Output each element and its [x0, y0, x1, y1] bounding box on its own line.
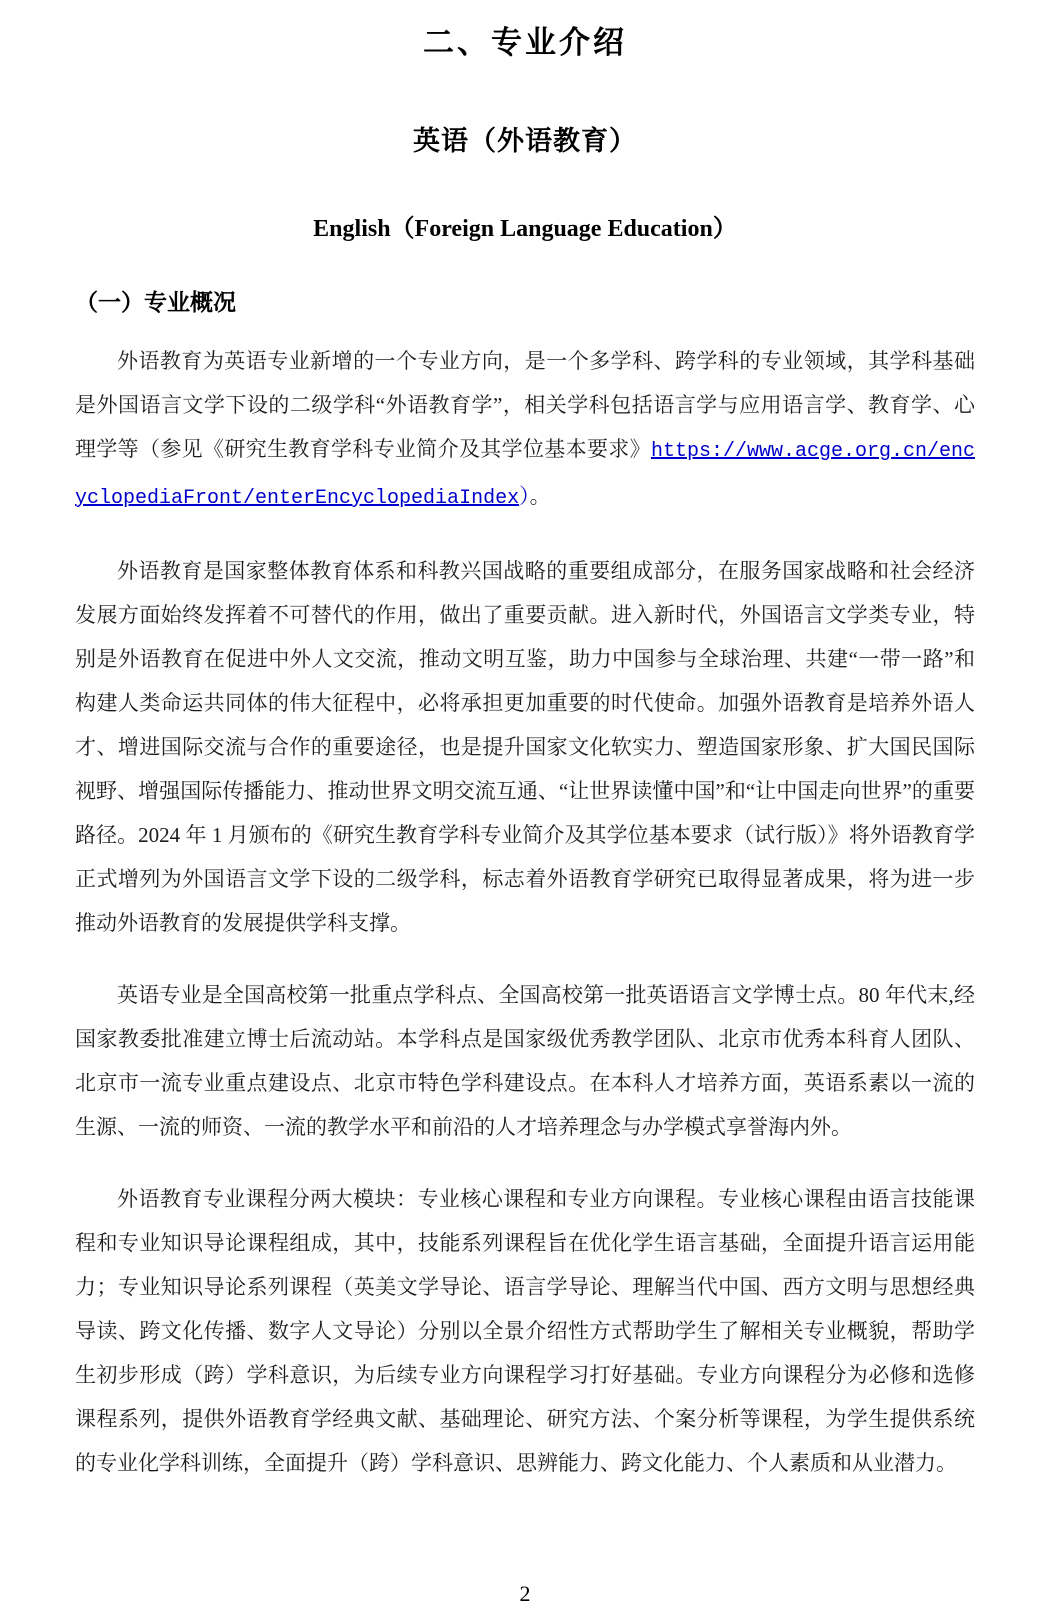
paragraph-overview-2: 外语教育是国家整体教育体系和科教兴国战略的重要组成部分，在服务国家战略和社会经济发展方面始终发挥着不可替代的作用，做出了重要贡献。进入新时代，外国语言文学类专业，特别是外语教育在促进中外人文交流，推动文明互鉴，助力中国参与全球治理、共建“一带一路”和构建人类命运共同体的伟大征程中，必将承担更加重要的时代使命。加强外语教育是培养外语人才、增进国际交流与合作的重要途径，也是提升国家文化软实力、塑造国家形象、扩大国民国际视野、增强国际传播能力、推动世界文明交流互通、“让世界读懂中国”和“让中国走向世界”的重要路径。2024 年 1 月颁布的《研究生教育学科专业简介及其学位基本要求（试行版）》将外语教育学正式增列为外国语言文学下设的二级学科，标志着外语教育学研究已取得显著成果，将为进一步推动外语教育的发展提供学科支撑。 — [75, 559, 975, 935]
paragraph-overview-1 — [75, 339, 975, 521]
paragraph-1-text: 外语教育为英语专业新增的一个专业方向，是一个多学科、跨学科的专业领域，其学科基础是外国语言文学下设的二级学科“外语教育学”，相关学科包括语言学与应用语言学、教育学、心理学等（参见《研究生教育学科专业简介及其学位基本要求》 — [75, 349, 975, 461]
paragraph-1-period: 。 — [529, 484, 551, 508]
doc-title: 二、专业介绍 — [423, 25, 627, 60]
document-page — [0, 24, 1050, 1485]
link-closing-paren: ） — [519, 484, 530, 508]
paragraph-overview-3: 英语专业是全国高校第一批重点学科点、全国高校第一批英语语言文学博士点。80 年代末,经国家教委批准建立博士后流动站。本学科点是国家级优秀教学团队、北京市优秀本科育人团队、北京市一流专业重点建设点、北京市特色学科建设点。在本科人才培养方面，英语系素以一流的生源、一流的师资、一流的教学水平和前沿的人才培养理念与办学模式享誉海内外。 — [75, 983, 975, 1139]
major-title-cn: 英语（外语教育） — [413, 126, 637, 156]
section-heading-overview: （一）专业概况 — [75, 289, 236, 315]
paragraph-overview-4: 外语教育专业课程分两大模块：专业核心课程和专业方向课程。专业核心课程由语言技能课程和专业知识导论课程组成，其中，技能系列课程旨在优化学生语言基础，全面提升语言运用能力；专业知识导论系列课程（英美文学导论、语言学导论、理解当代中国、西方文明与思想经典导读、跨文化传播、数字人文导论）分别以全景介绍性方式帮助学生了解相关专业概貌，帮助学生初步形成（跨）学科意识，为后续专业方向课程学习打好基础。专业方向课程分为必修和选修课程系列，提供外语教育学经典文献、基础理论、研究方法、个案分析等课程，为学生提供系统的专业化学科训练，全面提升（跨）学科意识、思辨能力、跨文化能力、个人素质和从业潜力。 — [75, 1187, 975, 1475]
body-text — [75, 339, 975, 1485]
encyclopedia-link[interactable]: https://www.acge.org.cn/encyclopediaFront/enterEncyclopediaIndex — [75, 440, 975, 510]
page-number: 2 — [519, 1581, 531, 1606]
major-title-en: English（Foreign Language Education） — [313, 216, 737, 242]
